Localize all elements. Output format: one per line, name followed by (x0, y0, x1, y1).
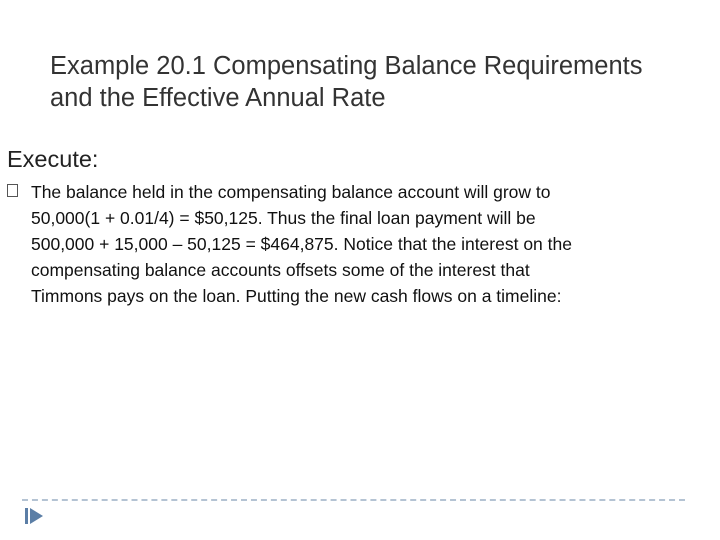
bullet-text (31, 179, 691, 309)
bullet-line-3: 500,000 + 15,000 – 50,125 = $464,875. Notice that the interest on the (31, 234, 572, 254)
bullet-line-2: 50,000(1 + 0.01/4) = $50,125. Thus the final loan payment will be (31, 208, 536, 228)
bullet-box-icon (7, 184, 18, 197)
slide-title (50, 50, 715, 114)
bullet-line-1: The balance held in the compensating balance account will grow to (31, 182, 551, 202)
bullet-line-4: compensating balance accounts offsets some of the interest that (31, 260, 530, 280)
slide-title-line-2: and the Effective Annual Rate (50, 84, 386, 112)
bullet-line-5: Timmons pays on the loan. Putting the new cash flows on a timeline: (31, 286, 562, 306)
footer-divider (22, 499, 685, 501)
section-heading: Execute: (7, 146, 99, 172)
slide-title-line-1: Example 20.1 Compensating Balance Requirements (50, 52, 643, 80)
play-triangle-icon (23, 507, 45, 525)
